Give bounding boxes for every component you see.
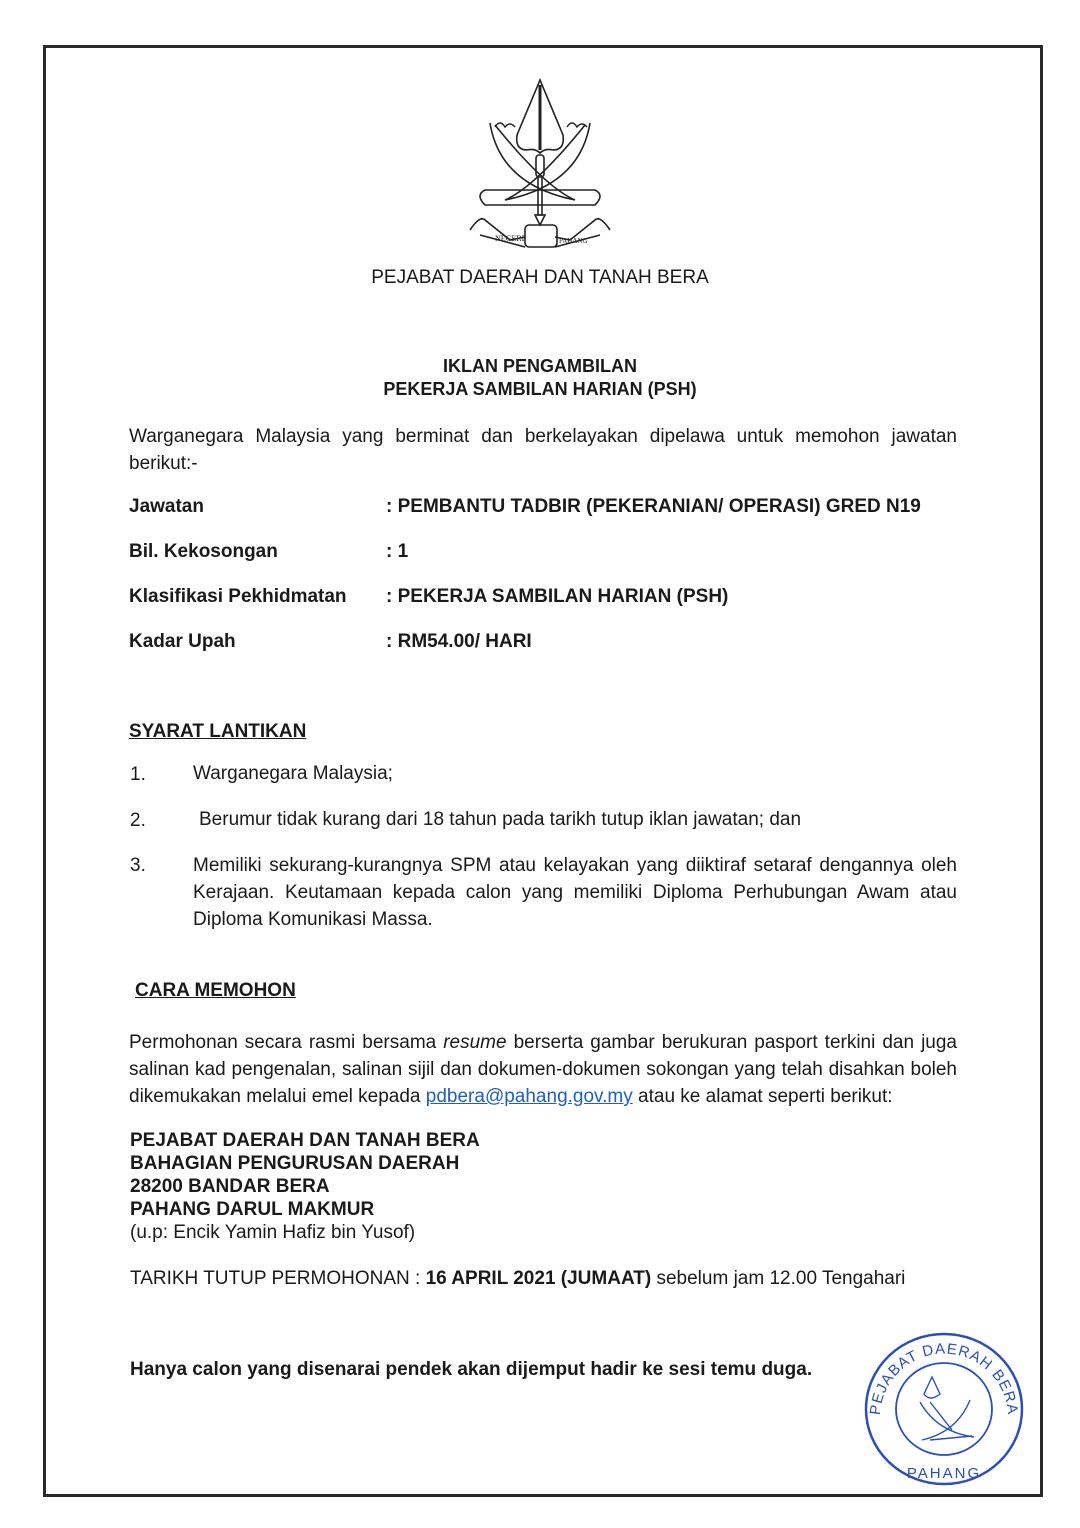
syarat-item-2: Berumur tidak kurang dari 18 tahun pada tarikh tutup iklan jawatan; dan bbox=[199, 809, 802, 830]
field-value-jawatan: : PEMBANTU TADBIR (PEKERANIAN/ OPERASI) GRED N19 bbox=[386, 496, 921, 517]
field-value-kekosongan: : 1 bbox=[386, 541, 409, 562]
email-link[interactable]: pdbera@pahang.gov.my bbox=[425, 1086, 633, 1107]
syarat-num-3: 3. bbox=[130, 855, 146, 876]
cara-heading: CARA MEMOHON bbox=[135, 980, 296, 1001]
closing-date bbox=[129, 1267, 957, 1290]
address-line: 28200 BANDAR BERA bbox=[130, 1176, 330, 1197]
pahang-crest-logo bbox=[455, 75, 625, 255]
syarat-item-1: Warganegara Malaysia; bbox=[193, 763, 393, 784]
closing-date-value: 16 APRIL 2021 (JUMAAT) bbox=[425, 1268, 652, 1289]
cara-text-1: Permohonan secara rasmi bersama bbox=[129, 1032, 444, 1053]
closing-label: TARIKH TUTUP PERMOHONAN : bbox=[130, 1268, 426, 1289]
office-name: PEJABAT DAERAH DAN TANAH BERA bbox=[371, 267, 709, 288]
title-line-2: PEKERJA SAMBILAN HARIAN (PSH) bbox=[383, 379, 697, 399]
cara-text-resume: resume bbox=[443, 1032, 507, 1053]
address-line: PAHANG DARUL MAKMUR bbox=[130, 1199, 375, 1220]
address-attention: (u.p: Encik Yamin Hafiz bin Yusof) bbox=[130, 1222, 416, 1243]
stamp-text-bottom: PAHANG bbox=[906, 1465, 982, 1482]
application-section bbox=[129, 1029, 957, 1381]
cara-paragraph bbox=[129, 1029, 957, 1110]
intro-paragraph: Warganegara Malaysia yang berminat dan berkelayakan dipelawa untuk memohon jawatan berikut:- bbox=[129, 426, 957, 474]
field-label-kekosongan: Bil. Kekosongan bbox=[129, 541, 278, 562]
official-stamp bbox=[862, 1330, 1027, 1488]
stamp-text-top: PEJABAT DAERAH BERA bbox=[866, 1340, 1022, 1416]
address-block bbox=[129, 1129, 957, 1244]
shortlist-note: Hanya calon yang disenarai pendek akan dijemput hadir ke sesi temu duga. bbox=[130, 1359, 813, 1380]
crest-text-pahang: PAHANG bbox=[559, 237, 588, 245]
field-value-klasifikasi: : PEKERJA SAMBILAN HARIAN (PSH) bbox=[386, 586, 729, 607]
field-label-klasifikasi: Klasifikasi Pekhidmatan bbox=[129, 586, 347, 607]
cara-text-2: berserta gambar berukuran pasport terkini dan juga salinan kad pengenalan, salinan sijil dan dokumen-dokumen sokongan yang telah disahkan boleh dikemukakan melalui emel kepada bbox=[129, 1032, 957, 1107]
syarat-num-2: 2. bbox=[130, 810, 146, 831]
field-label-jawatan: Jawatan bbox=[129, 496, 204, 517]
address-line: PEJABAT DAERAH DAN TANAH BERA bbox=[130, 1130, 480, 1151]
field-label-upah: Kadar Upah bbox=[129, 631, 236, 652]
syarat-item-3: Memiliki sekurang-kurangnya SPM atau kelayakan yang diiktiraf setaraf dengannya oleh Kerajaan. Keutamaan kepada calon yang memiliki Diploma Perhubungan Awam atau Diploma Komunikasi Massa. bbox=[193, 855, 957, 930]
title-line-1: IKLAN PENGAMBILAN bbox=[443, 356, 637, 376]
syarat-num-1: 1. bbox=[130, 764, 146, 785]
closing-suffix: sebelum jam 12.00 Tengahari bbox=[651, 1268, 906, 1289]
address-line: BAHAGIAN PENGURUSAN DAERAH bbox=[130, 1153, 460, 1174]
cara-text-3: atau ke alamat seperti berikut: bbox=[632, 1086, 893, 1107]
crest-text-negeri: NEGERI bbox=[495, 234, 525, 243]
field-value-upah: : RM54.00/ HARI bbox=[386, 631, 532, 652]
syarat-heading: SYARAT LANTIKAN bbox=[129, 721, 307, 742]
svg-text:PEJABAT DAERAH BERA bbox=[867, 1340, 1021, 1415]
